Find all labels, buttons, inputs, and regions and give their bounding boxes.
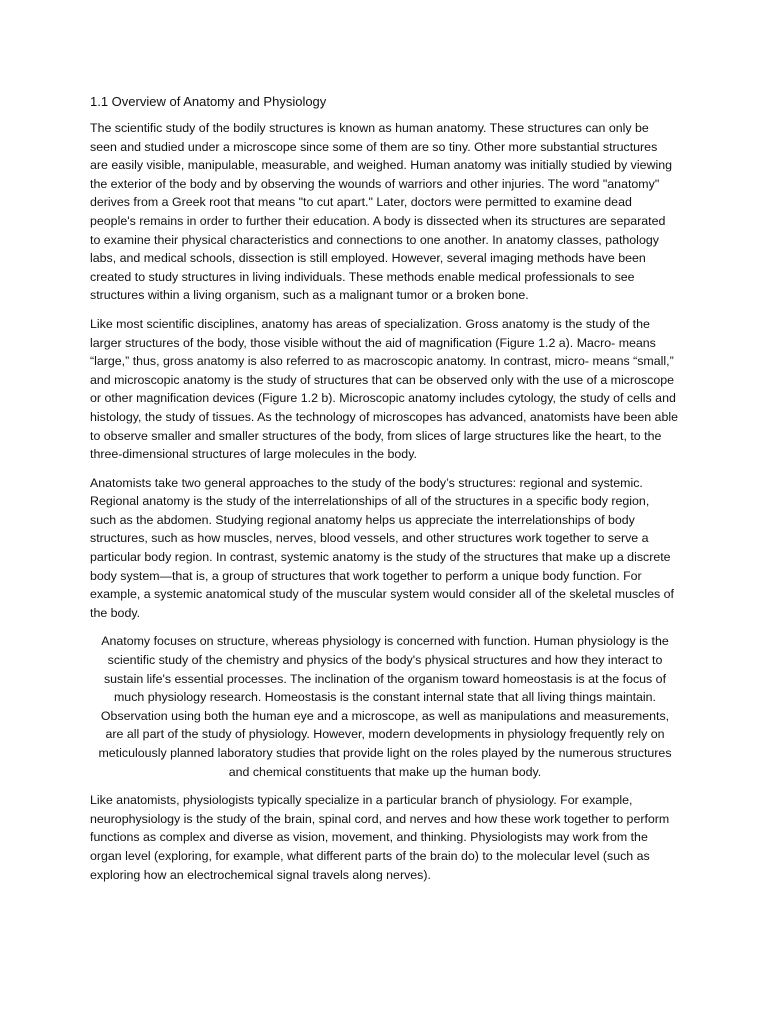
- document-page: [90, 92, 678, 894]
- paragraph-physiology-intro: Anatomy focuses on structure, whereas physiology is concerned with function. Human physiology is the scientific study of the chemistry and physics of the body's physical structures and how they interact to sustain life's essential processes. The inclination of the organism toward homeostasis is at the focus of much physiology research. Homeostasis is the constant internal state that all living things maintain. Observation using both the human eye and a microscope, as well as manipulations and measurements, are all part of the study of physiology. However, modern developments in physiology frequently rely on meticulously planned laboratory studies that provide light on the roles played by the numerous structures and chemical constituents that make up the human body.: [98, 634, 672, 779]
- paragraph-anatomy-intro: The scientific study of the bodily structures is known as human anatomy. These structures can only be seen and studied under a microscope since some of them are so tiny. Other more substantial structures are easily visible, manipulable, measurable, and weighed. Human anatomy was initially studied by viewing the exterior of the body and by observing the wounds of warriors and other injuries. The word "anatomy" derives from a Greek root that means "to cut apart." Later, doctors were permitted to examine dead people's remains in order to further their education. A body is dissected when its structures are separated to examine their physical characteristics and connections to one another. In anatomy classes, pathology labs, and medical schools, dissection is still employed. However, several imaging methods have been created to study structures in living individuals. These methods enable medical professionals to see structures within a living organism, such as a malignant tumor or a broken bone.: [90, 121, 672, 303]
- paragraph-regional-systemic: Anatomists take two general approaches to the study of the body’s structures: regional and systemic. Regional anatomy is the study of the interrelationships of all of the structures in a specific body region, such as the abdomen. Studying regional anatomy helps us appreciate the interrelationships of body structures, such as how muscles, nerves, blood vessels, and other structures work together to serve a particular body region. In contrast, systemic anatomy is the study of the structures that make up a discrete body system—that is, a group of structures that work together to perform a unique body function. For example, a systemic anatomical study of the muscular system would consider all of the skeletal muscles of the body.: [90, 475, 674, 620]
- paragraph-physiology-specialization: Like anatomists, physiologists typically specialize in a particular branch of physiology. For example, neurophysiology is the study of the brain, spinal cord, and nerves and how these work together to perform functions as complex and diverse as vision, movement, and thinking. Physiologists may work from the organ level (exploring, for example, what different parts of the brain do) to the molecular level (such as exploring how an electrochemical signal travels along nerves).: [90, 793, 670, 882]
- section-heading: 1.1 Overview of Anatomy and Physiology: [90, 94, 327, 109]
- paragraph-anatomy-specialization: Like most scientific disciplines, anatomy has areas of specialization. Gross anatomy is the study of the larger structures of the body, those visible without the aid of magnification (Figure 1.2 a). Macro- means “large,” thus, gross anatomy is also referred to as macroscopic anatomy. In contrast, micro- means “small,” and microscopic anatomy is the study of structures that can be observed only with the use of a microscope or other magnification devices (Figure 1.2 b). Microscopic anatomy includes cytology, the study of cells and histology, the study of tissues. As the technology of microscopes has advanced, anatomists have been able to observe smaller and smaller structures of the body, from slices of large structures like the heart, to the three-dimensional structures of large molecules in the body.: [90, 316, 678, 462]
